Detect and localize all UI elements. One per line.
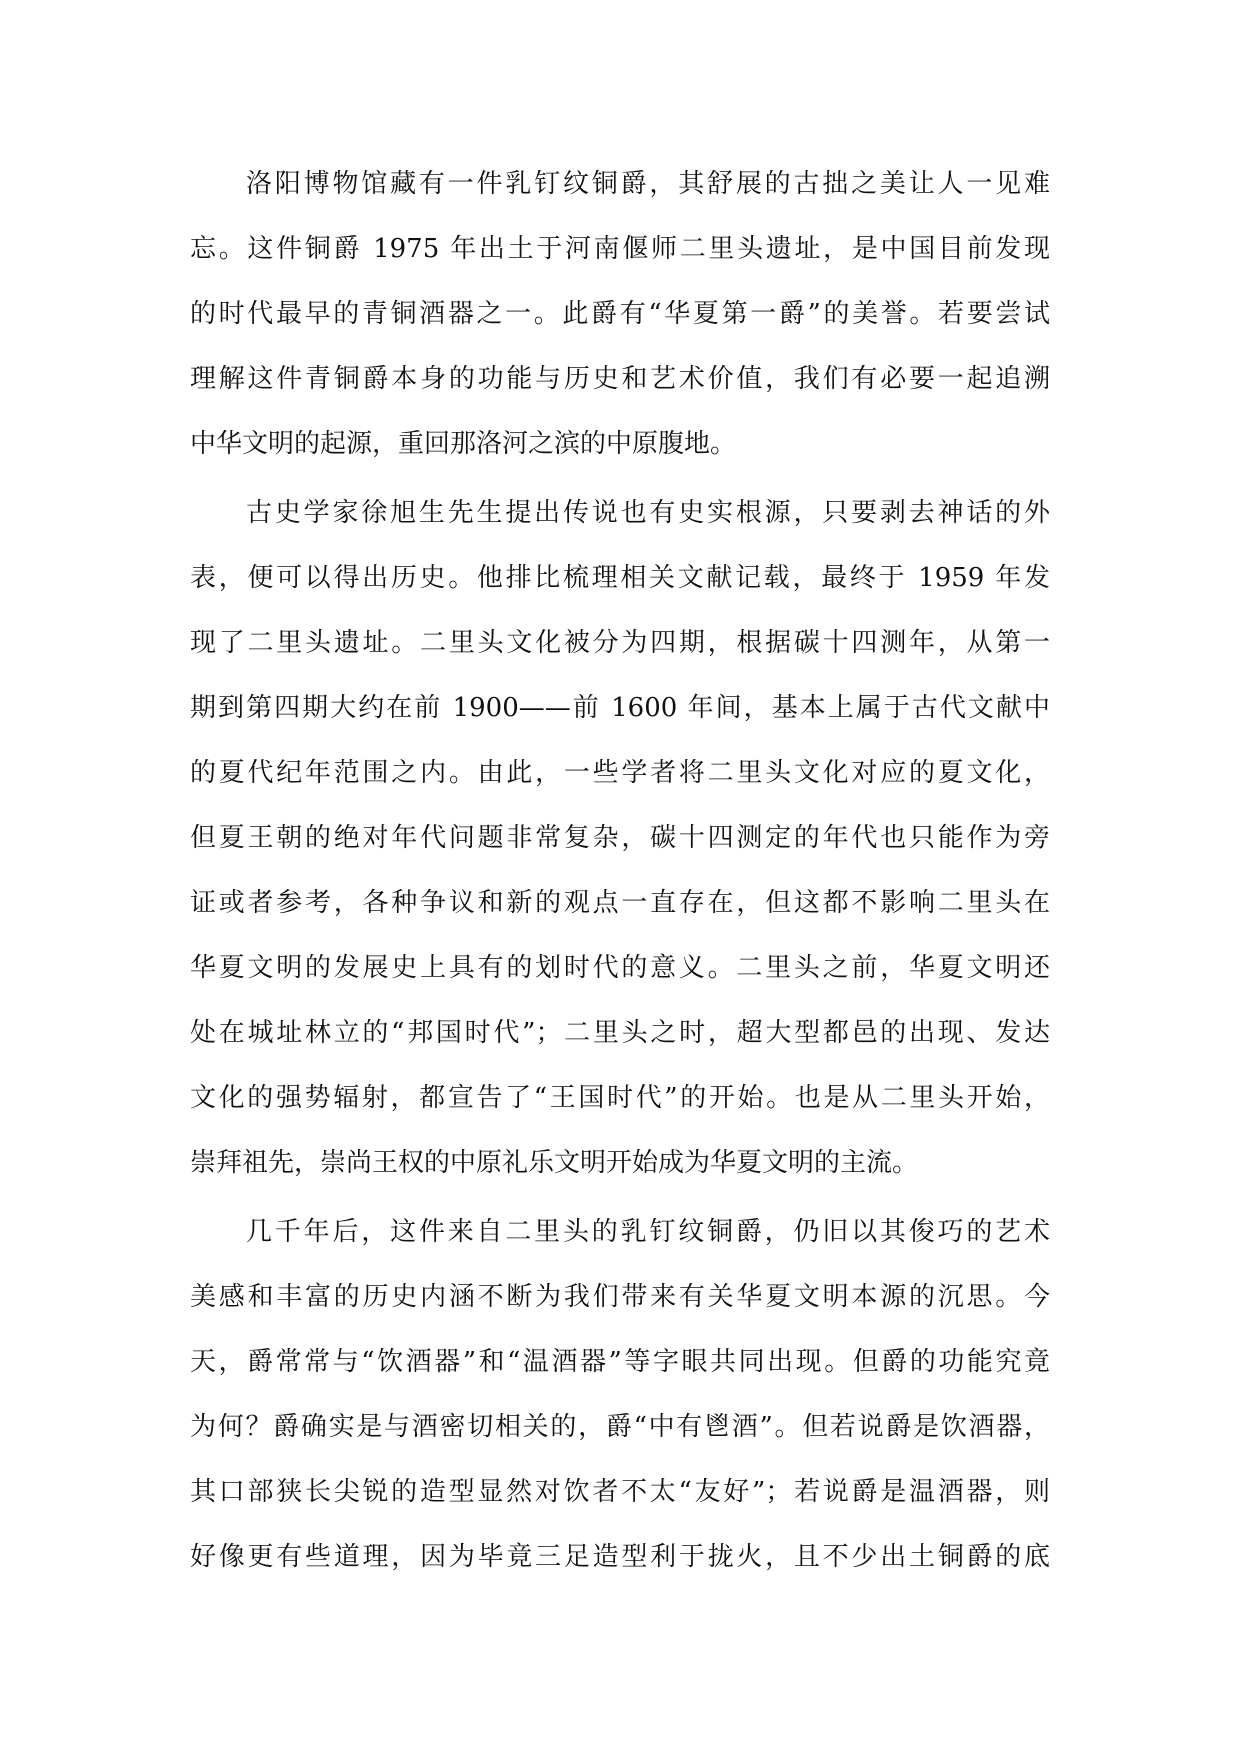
paragraph-1 (190, 152, 1050, 477)
text-line: 现了二里头遗址。二里头文化被分为四期，根据碳十四测年，从第一 (190, 628, 1050, 658)
text-line: 的时代最早的青铜酒器之一。此爵有“华夏第一爵”的美誉。若要尝试 (190, 299, 1050, 329)
text-line: 理解这件青铜爵本身的功能与历史和艺术价值，我们有必要一起追溯 (190, 364, 1050, 394)
document-body (190, 152, 1050, 1594)
text-line: 期到第四期大约在前 1900——前 1600 年间，基本上属于古代文献中 (190, 693, 1050, 723)
text-line: 文化的强势辐射，都宣告了“王国时代”的开始。也是从二里头开始， (190, 1083, 1050, 1113)
text-line: 证或者参考，各种争议和新的观点一直存在，但这都不影响二里头在 (190, 888, 1050, 918)
text-line: 处在城址林立的“邦国时代”；二里头之时，超大型都邑的出现、发达 (190, 1018, 1050, 1048)
text-line: 的夏代纪年范围之内。由此，一些学者将二里头文化对应的夏文化， (190, 758, 1050, 788)
text-line: 忘。这件铜爵 1975 年出土于河南偃师二里头遗址，是中国目前发现 (190, 234, 1050, 264)
text-line: 但夏王朝的绝对年代问题非常复杂，碳十四测定的年代也只能作为旁 (190, 823, 1050, 853)
text-line: 华夏文明的发展史上具有的划时代的意义。二里头之前，华夏文明还 (190, 953, 1050, 983)
text-line: 中华文明的起源，重回那洛河之滨的中原腹地。 (190, 429, 737, 459)
text-line: 洛阳博物馆藏有一件乳钉纹铜爵，其舒展的古拙之美让人一见难 (246, 169, 1050, 199)
text-line: 表，便可以得出历史。他排比梳理相关文献记载，最终于 1959 年发 (190, 563, 1050, 593)
paragraph-2 (190, 481, 1050, 1196)
text-line: 其口部狭长尖锐的造型显然对饮者不太“友好”；若说爵是温酒器，则 (190, 1477, 1050, 1507)
text-line: 几千年后，这件来自二里头的乳钉纹铜爵，仍旧以其俊巧的艺术 (246, 1217, 1050, 1247)
text-line: 好像更有些道理，因为毕竟三足造型利于拢火，且不少出土铜爵的底 (190, 1542, 1050, 1572)
paragraph-3 (190, 1200, 1050, 1590)
text-line: 天，爵常常与“饮酒器”和“温酒器”等字眼共同出现。但爵的功能究竟 (190, 1347, 1050, 1377)
text-line: 古史学家徐旭生先生提出传说也有史实根源，只要剥去神话的外 (246, 498, 1050, 528)
text-line: 崇拜祖先，崇尚王权的中原礼乐文明开始成为华夏文明的主流。 (190, 1148, 919, 1178)
text-line: 美感和丰富的历史内涵不断为我们带来有关华夏文明本源的沉思。今 (190, 1282, 1050, 1312)
text-line: 为何？爵确实是与酒密切相关的，爵“中有鬯酒”。但若说爵是饮酒器， (190, 1412, 1050, 1442)
